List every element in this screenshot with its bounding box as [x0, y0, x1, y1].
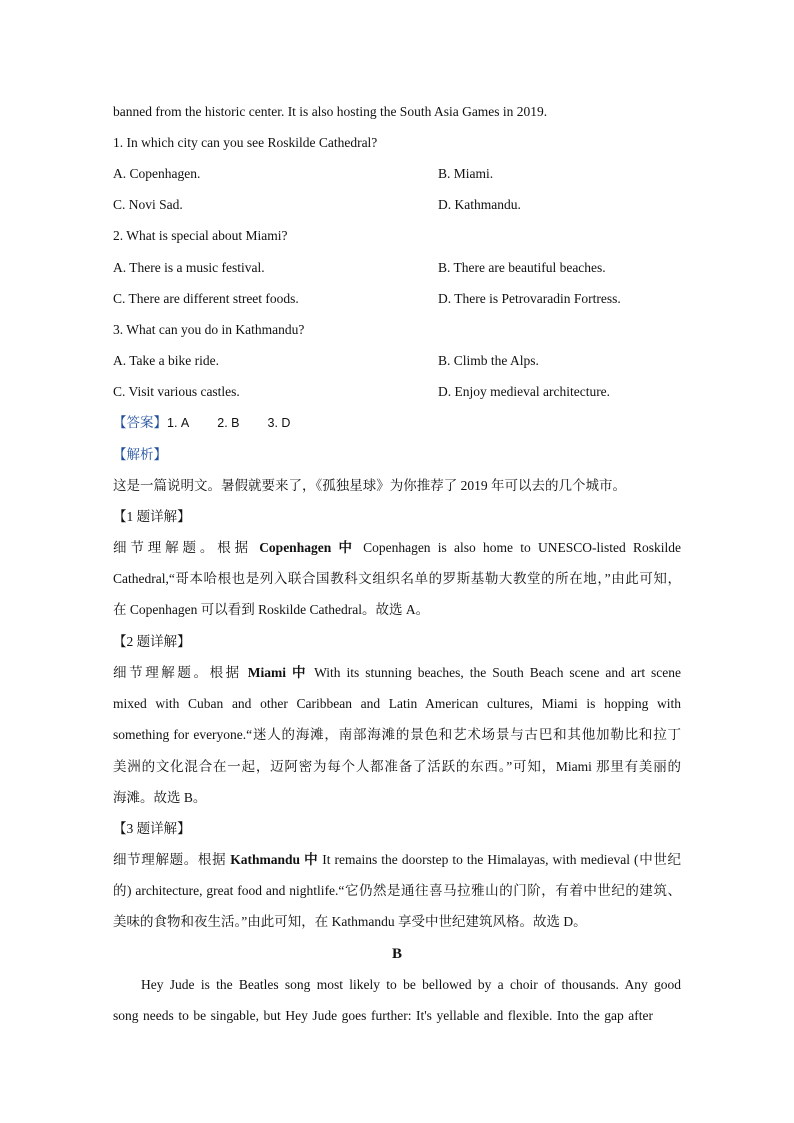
answer-label: 【答案】	[113, 415, 167, 430]
question-3-option-a: A. Take a bike ride.	[113, 353, 220, 368]
question-1-option-b: B. Miami.	[438, 166, 494, 181]
detail-1-line-3: 在 Copenhagen 可以看到 Roskilde Cathedral。故选 A。	[113, 602, 430, 617]
answer-item-3: 3. D	[267, 416, 291, 430]
question-1-option-a: A. Copenhagen.	[113, 166, 201, 181]
section-b-line-1: Hey Jude is the Beatles song most likely to be bellowed by a choir of thousands. Any good	[141, 977, 681, 992]
detail-2-heading: 【2 题详解】	[113, 634, 191, 649]
question-3-options-row-1	[113, 351, 681, 371]
question-1-options-row-1	[113, 164, 681, 184]
question-3-option-c: C. Visit various castles.	[113, 384, 240, 399]
answer-item-1: 1. A	[167, 416, 190, 430]
detail-1-heading: 【1 题详解】	[113, 509, 191, 524]
section-b-line-2: song needs to be singable, but Hey Jude goes further: It's yellable and flexible. Into the gap after	[113, 1008, 653, 1023]
detail-3-text-1: It remains the doorstep to the Himalayas, with medieval (中世纪	[322, 852, 682, 867]
detail-2-prefix: 细节理解题。根据	[113, 665, 248, 680]
detail-1-line-2: Cathedral,“哥本哈根也是列入联合国教科文组织名单的罗斯基勒大教堂的所在地，”由此可知，	[113, 571, 681, 586]
question-2-options-row-2	[113, 289, 681, 309]
detail-2-line-4: 美洲的文化混合在一起，迈阿密为每个人都准备了活跃的东西。”可知，Miami 那里有美丽的	[113, 759, 681, 774]
question-2-option-c: C. There are different street foods.	[113, 291, 299, 306]
question-2-stem: 2. What is special about Miami?	[113, 228, 288, 243]
section-b-title: B	[391, 946, 402, 962]
answer-line	[113, 413, 681, 433]
question-3-option-d: D. Enjoy medieval architecture.	[438, 384, 611, 399]
question-1-option-d: D. Kathmandu.	[438, 197, 521, 212]
detail-3-heading: 【3 题详解】	[113, 821, 191, 836]
question-2-options-row-1	[113, 258, 681, 278]
question-1-stem: 1. In which city can you see Roskilde Cathedral?	[113, 135, 378, 150]
answer-item-2: 2. B	[217, 416, 240, 430]
analysis-label: 【解析】	[113, 447, 167, 462]
intro-tail: banned from the historic center. It is also hosting the South Asia Games in 2019.	[113, 104, 548, 119]
question-3-option-b: B. Climb the Alps.	[438, 353, 539, 368]
detail-3-keyword: Kathmandu 中	[230, 852, 319, 867]
detail-3-line-1	[113, 850, 681, 870]
question-2-option-b: B. There are beautiful beaches.	[438, 260, 606, 275]
question-3-options-row-2	[113, 382, 681, 402]
detail-3-prefix: 细节理解题。根据	[113, 852, 231, 867]
detail-1-prefix: 细节理解题。根据	[113, 540, 260, 555]
detail-2-line-1	[113, 663, 681, 683]
question-1-options-row-2	[113, 195, 681, 215]
detail-1-keyword: Copenhagen 中	[259, 540, 356, 555]
question-2-option-d: D. There is Petrovaradin Fortress.	[438, 291, 621, 306]
detail-2-line-3: something for everyone.“迷人的海滩，南部海滩的景色和艺术场景与古巴和其他加勒比和拉丁	[113, 727, 681, 742]
detail-2-keyword: Miami 中	[247, 665, 309, 680]
analysis-summary: 这是一篇说明文。暑假就要来了，《孤独星球》为你推荐了 2019 年可以去的几个城市。	[113, 478, 626, 493]
question-1-option-c: C. Novi Sad.	[113, 197, 183, 212]
question-3-stem: 3. What can you do in Kathmandu?	[113, 322, 305, 337]
detail-1-line-1	[113, 538, 681, 558]
question-2-option-a: A. There is a music festival.	[113, 260, 265, 275]
detail-1-text-1: Copenhagen is also home to UNESCO-listed Roskilde	[363, 540, 682, 555]
detail-2-line-5: 海滩。故选 B。	[113, 790, 207, 805]
detail-3-line-2: 的) architecture, great food and nightlife.“它仍然是通往喜马拉雅山的门阶，有着中世纪的建筑、	[113, 883, 681, 898]
detail-3-line-3: 美味的食物和夜生活。”由此可知，在 Kathmandu 享受中世纪建筑风格。故选 D。	[113, 914, 587, 929]
detail-2-line-2: mixed with Cuban and other Caribbean and Latin American cultures, Miami is hopping with	[113, 696, 681, 711]
detail-2-text-1: With its stunning beaches, the South Beach scene and art scene	[314, 665, 682, 680]
